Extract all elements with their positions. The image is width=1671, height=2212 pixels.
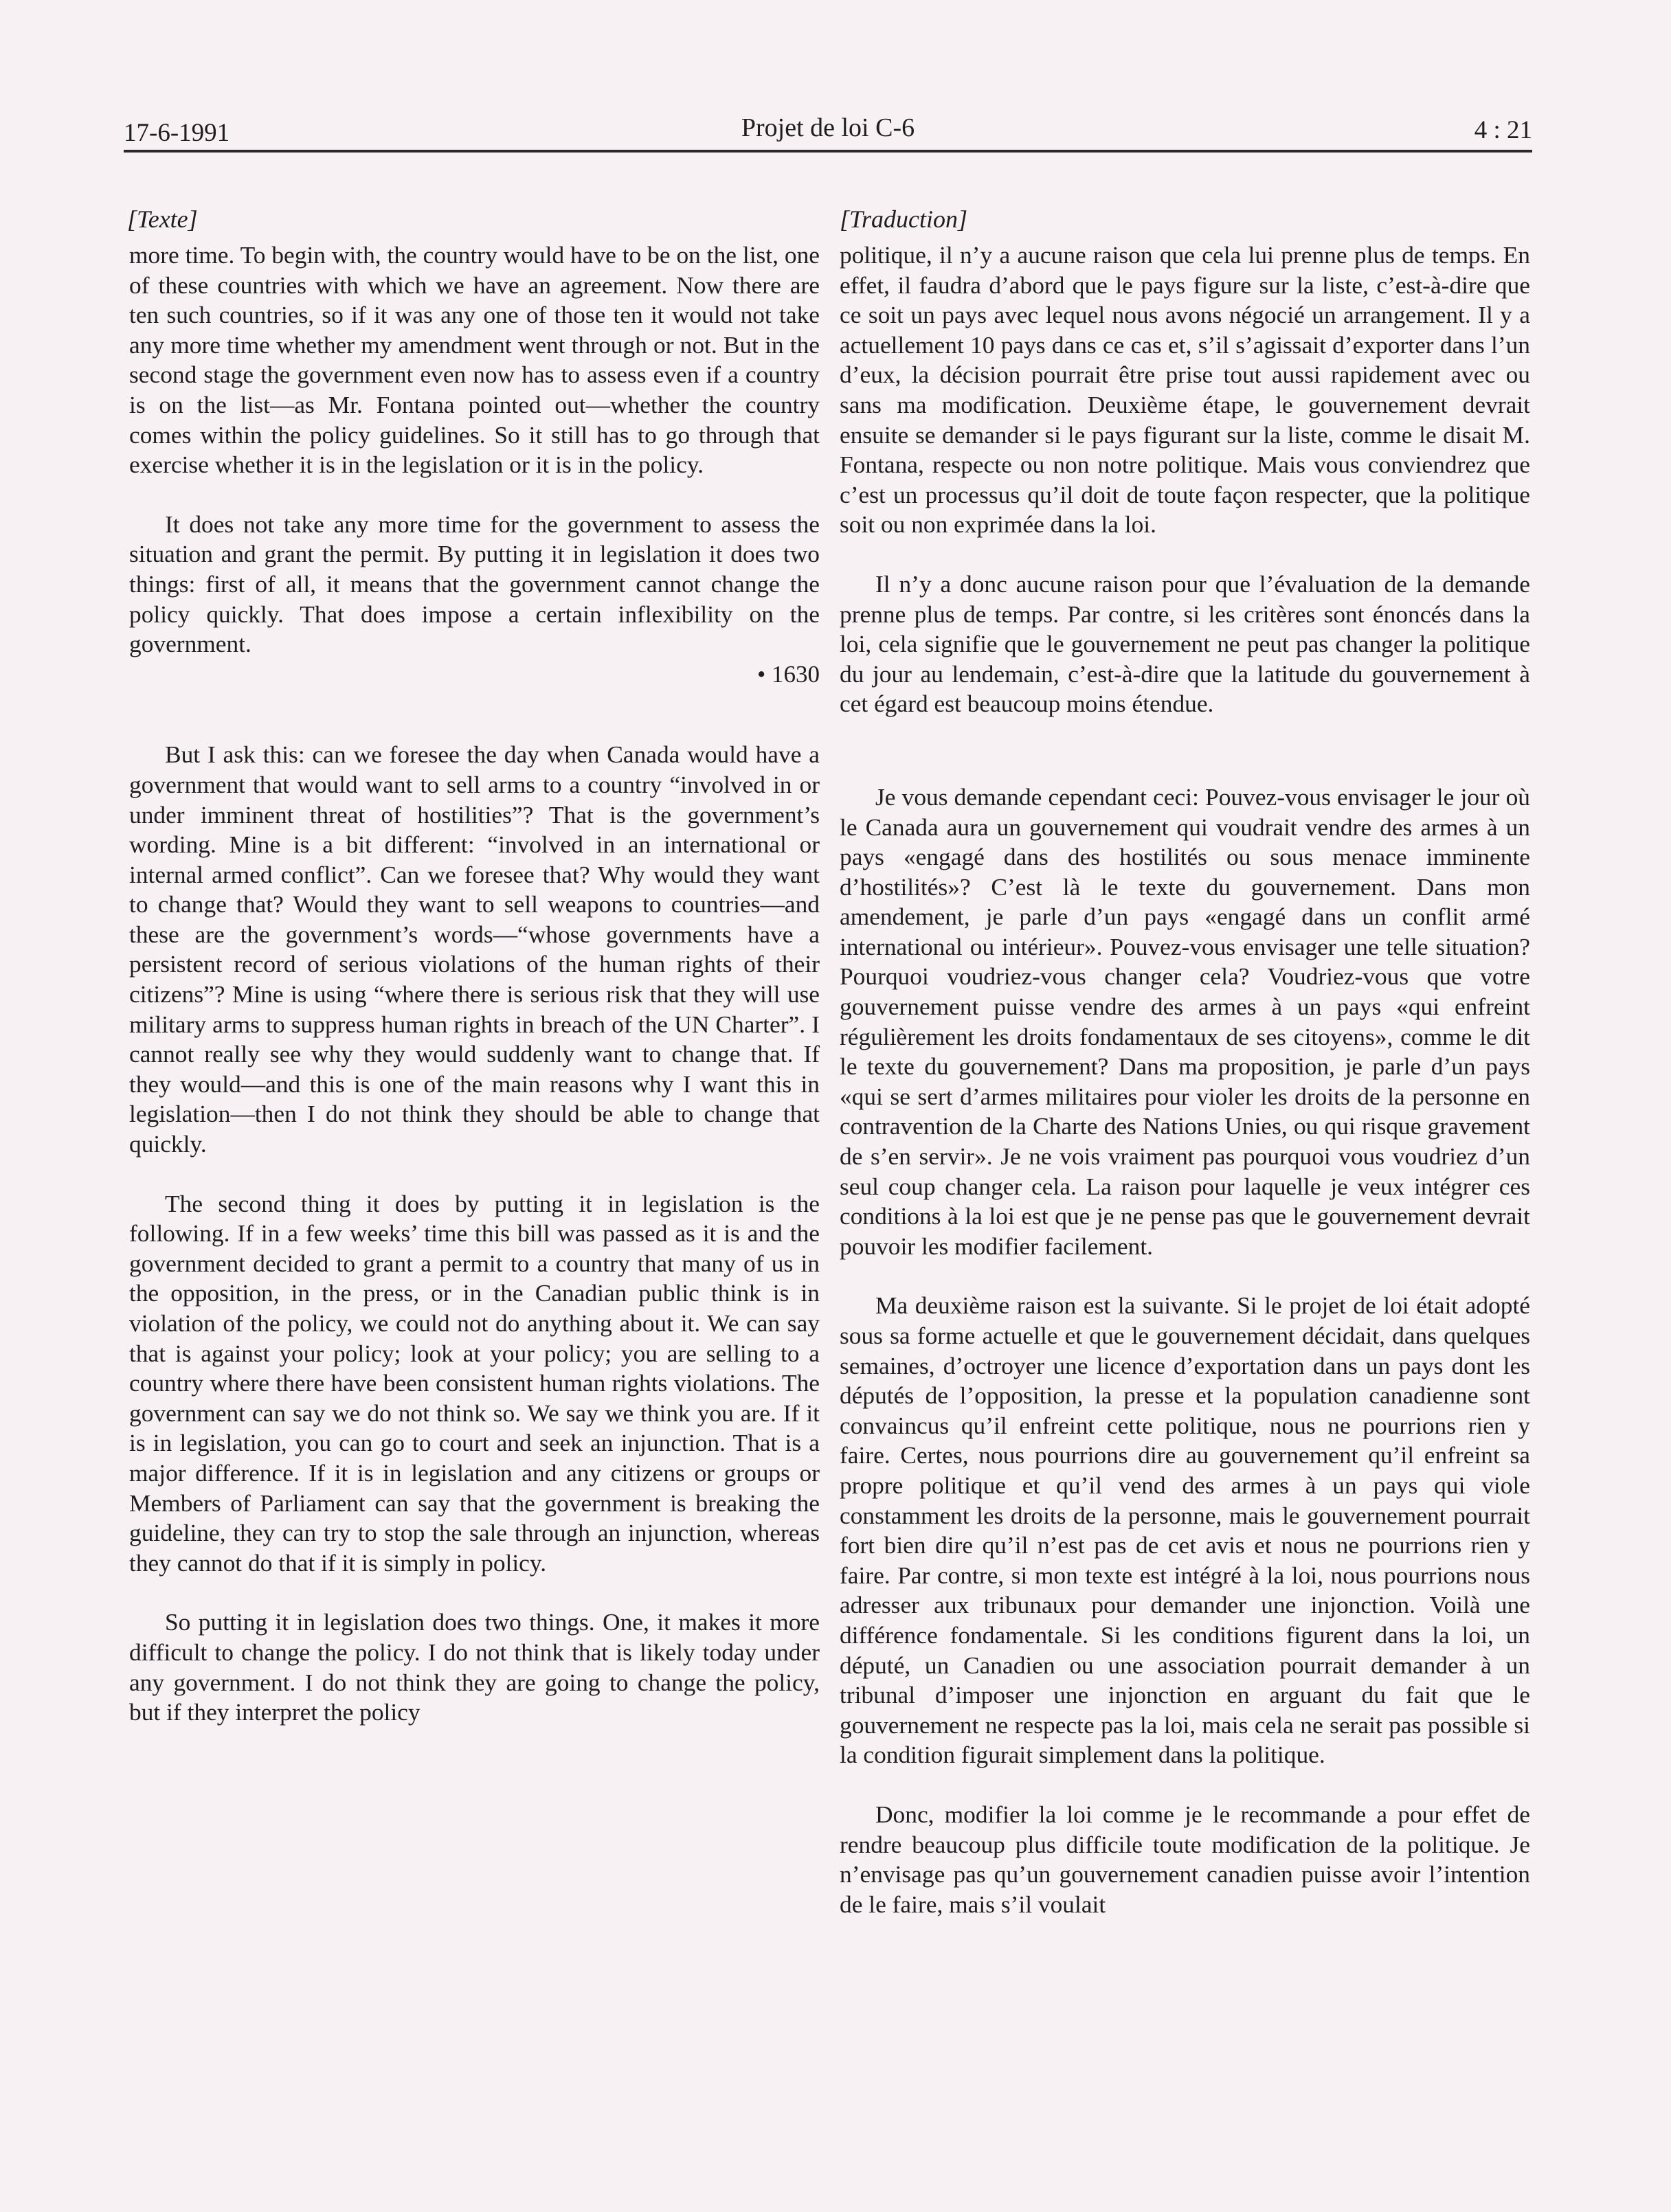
paragraph: Ma deuxième raison est la suivante. Si le projet de loi était adopté sous sa forme actuelle et que le gouvernement décidait, dans quelques semaines, d’octroyer une licence d’exportation dans un pays dont les députés de l’opposition, la presse et la population canadienne sont convaincus qu’il enfreint cette politique, nous ne pourrions rien y faire. Certes, nous pourrions dire au gouvernement qu’il enfreint sa propre politique et qu’il vend des armes à un pays qui viole constamment les droits de la personne, mais le gouvernement pourrait fort bien dire qu’il n’est pas de cet avis et nous ne pourrions rien y faire. Par contre, si mon texte est intégré à la loi, nous pourrions nous adresser aux tribunaux pour demander une injonction. Voilà une différence fondamentale. Si les conditions figurent dans la loi, un député, un Canadien ou une association pourrait demander à un tribunal d’imposer une injonction en arguant du fait que le gouvernement ne respecte pas la loi, mais cela ne serait pas possible si la condition figurait simplement dans la politique.	[840, 1291, 1530, 1769]
paragraph: politique, il n’y a aucune raison que cela lui prenne plus de temps. En effet, il faudra d’abord que le pays figure sur la liste, c’est-à-dire que ce soit un pays avec lequel nous avons négocié un arrangement. Il y a actuellement 10 pays dans ce cas et, s’il s’agissait d’exporter dans l’un d’eux, la décision pourrait être prise tout aussi rapidement avec ou sans ma modification. Deuxième étape, le gouvernement devrait ensuite se demander si le pays figurant sur la liste, comme le disait M. Fontana, respecte ou non notre politique. Mais vous conviendrez que c’est un processus qu’il doit de toute façon respecter, que la politique soit ou non exprimée dans la loi.	[840, 241, 1530, 539]
right-column-heading: [Traduction]	[840, 205, 968, 233]
paragraph: more time. To begin with, the country would have to be on the list, one of these countries with which we have an agreement. Now there are ten such countries, so if it was any one of those ten it would not take any more time whether my amendment went through or not. But in the second stage the government even now has to assess even if a country is on the list—as Mr. Fontana pointed out—whether the country comes within the policy guidelines. So it still has to go through that exercise whether it is in the legislation or it is in the policy.	[129, 241, 820, 479]
paragraph: It does not take any more time for the government to assess the situation and grant the permit. By putting it in legislation it does two things: first of all, it means that the government cannot change the policy quickly. That does impose a certain inflexibility on the government.	[129, 510, 820, 658]
left-column-english	[129, 240, 820, 1757]
page-header	[124, 111, 1532, 153]
paragraph: The second thing it does by putting it in legislation is the following. If in a few weeks’ time this bill was passed as it is and the government decided to grant a permit to a country that many of us in the opposition, in the press, or in the Canadian public think is in violation of the policy, we could not do anything about it. We can say that is against your policy; look at your policy; you are selling to a country where there have been consistent human rights violations. The government can say we do not think so. We say we think you are. If it is in legislation, you can go to court and seek an injunction. That is a major difference. If it is in legislation and any citizens or groups or Members of Parliament can say that the government is breaking the guideline, they can try to stop the sale through an injunction, whereas they cannot do that if it is simply in policy.	[129, 1189, 820, 1577]
paragraph: So putting it in legislation does two things. One, it makes it more difficult to change the policy. I do not think that is likely today under any government. I do not think they are going to change the policy, but if they interpret the policy	[129, 1608, 820, 1726]
paragraph: Il n’y a donc aucune raison pour que l’évaluation de la demande prenne plus de temps. Par contre, si les critères sont énoncés dans la loi, cela signifie que le gouvernement ne peut pas changer la politique du jour au lendemain, c’est-à-dire que la latitude du gouvernement à cet égard est beaucoup moins étendue.	[840, 569, 1530, 718]
header-title: Projet de loi C-6	[741, 113, 915, 142]
left-column-heading: [Texte]	[127, 205, 198, 233]
paragraph: But I ask this: can we foresee the day when Canada would have a government that would want to sell arms to a country “involved in or under imminent threat of hostilities”? That is the government’s wording. Mine is a bit different: “involved in an international or internal armed conflict”. Can we foresee that? Why would they want to change that? Would they want to sell weapons to countries—and these are the government’s words—“whose governments have a persistent record of serious violations of the human rights of their citizens”? Mine is using “where there is serious risk that they will use military arms to suppress human rights in breach of the UN Charter”. I cannot really see why they would suddenly want to change that. If they would—and this is one of the main reasons why I want this in legislation—then I do not think they should be able to change that quickly.	[129, 741, 820, 1158]
header-date: 17-6-1991	[124, 119, 230, 147]
right-column-french	[840, 240, 1530, 1949]
header-page-number: 4 : 21	[1474, 116, 1532, 144]
paragraph: Je vous demande cependant ceci: Pouvez-vous envisager le jour où le Canada aura un gouvernement qui voudrait vendre des armes à un pays «engagé dans des hostilités ou sous menace imminente d’hostilités»? C’est là le texte du gouvernement. Dans mon amendement, je parle d’un pays «engagé dans un conflit armé international ou intérieur». Pouvez-vous envisager une telle situation? Pourquoi voudriez-vous changer cela? Voudriez-vous que votre gouvernement puisse vendre des armes à un pays «qui enfreint régulièrement les droits fondamentaux de ses citoyens», comme le dit le texte du gouvernement? Dans ma proposition, je parle d’un pays «qui se sert d’armes militaires pour violer les droits de la personne en contravention de la Charte des Nations Unies, ou qui risque gravement de s’en servir». Je ne vois vraiment pas pourquoi vous voudriez d’un seul coup changer cela. La raison pour laquelle je veux intégrer ces conditions à la loi est que je ne pense pas que le gouvernement devrait pouvoir les modifier facilement.	[840, 782, 1530, 1260]
paragraph: Donc, modifier la loi comme je le recommande a pour effet de rendre beaucoup plus difficile toute modification de la politique. Je n’envisage pas qu’un gouvernement canadien puisse avoir l’intention de le faire, mais s’il voulait	[840, 1800, 1530, 1918]
time-marker: • 1630	[756, 660, 820, 688]
